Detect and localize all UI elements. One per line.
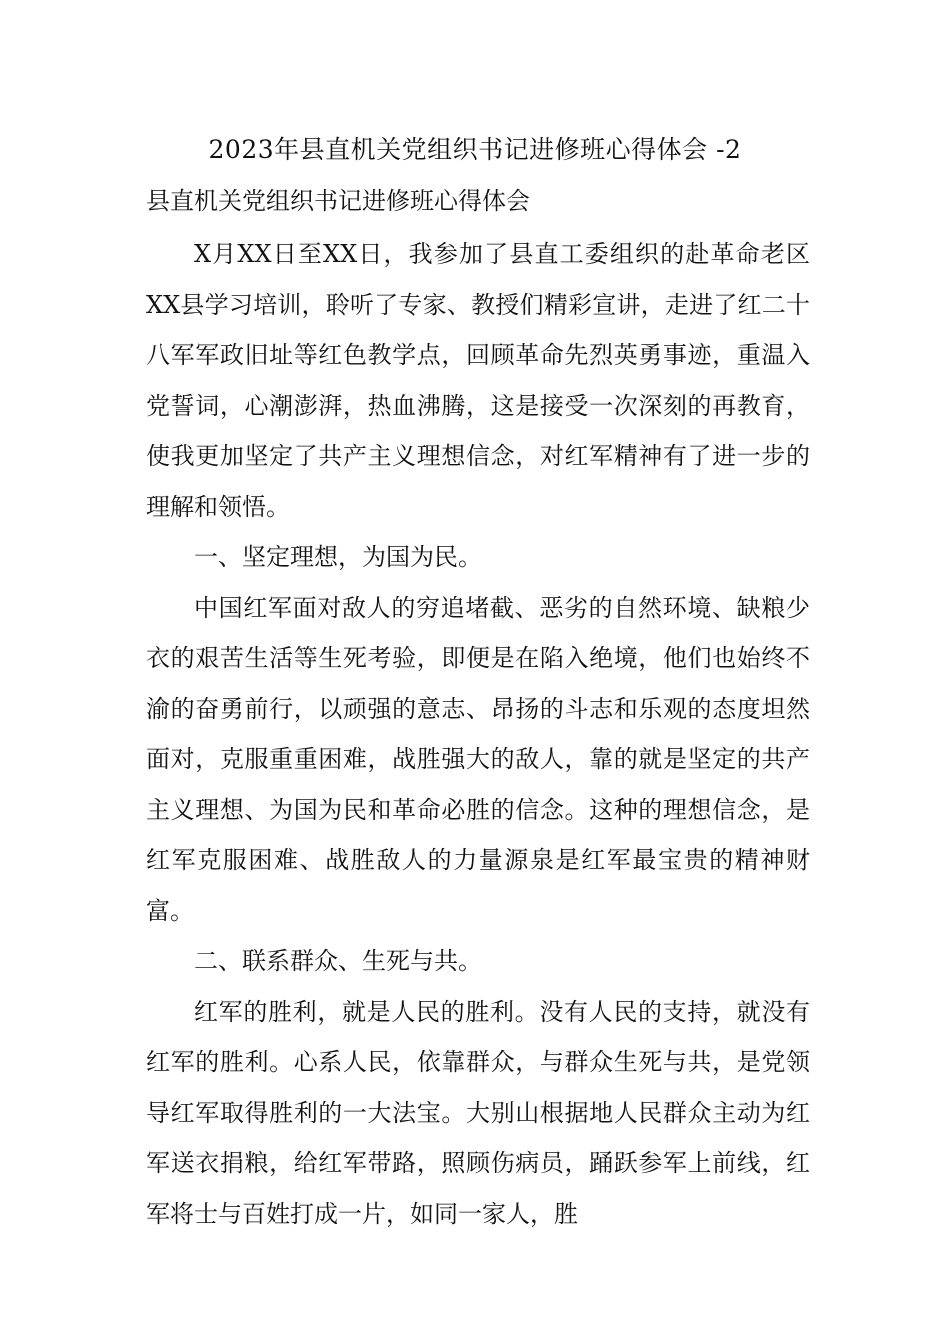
document-body xyxy=(146,229,810,1239)
paragraph-section-1: 中国红军面对敌人的穷追堵截、恶劣的自然环境、缺粮少衣的艰苦生活等生死考验，即便是在陷入绝境，他们也始终不渝的奋勇前行，以顽强的意志、昂扬的斗志和乐观的态度坦然面对，克服重重困难，战胜强大的敌人，靠的就是坚定的共产主义理想、为国为民和革命必胜的信念。这种的理想信念，是红军克服困难、战胜敌人的力量源泉是红军最宝贵的精神财富。 xyxy=(146,593,810,925)
document-title: 2023年县直机关党组织书记进修班心得体会 -2 xyxy=(208,135,742,164)
section-heading-2: 二、联系群众、生死与共。 xyxy=(194,947,482,975)
section-heading-1: 一、坚定理想，为国为民。 xyxy=(194,543,482,571)
paragraph-intro: X月XX日至XX日，我参加了县直工委组织的赴革命老区XX县学习培训，聆听了专家、教授们精彩宣讲，走进了红二十八军军政旧址等红色教学点，回顾革命先烈英勇事迹，重温入党誓词，心潮澎湃，热血沸腾，这是接受一次深刻的再教育，使我更加坚定了共产主义理想信念，对红军精神有了进一步的理解和领悟。 xyxy=(146,240,810,521)
paragraph-section-2: 红军的胜利，就是人民的胜利。没有人民的支持，就没有红军的胜利。心系人民，依靠群众，与群众生死与共，是党领导红军取得胜利的一大法宝。大别山根据地人民群众主动为红军送衣捐粮，给红军带路，照顾伤病员，踊跃参军上前线，红军将士与百姓打成一片，如同一家人，胜 xyxy=(146,997,810,1228)
document-subtitle: 县直机关党组织书记进修班心得体会 xyxy=(146,187,530,215)
